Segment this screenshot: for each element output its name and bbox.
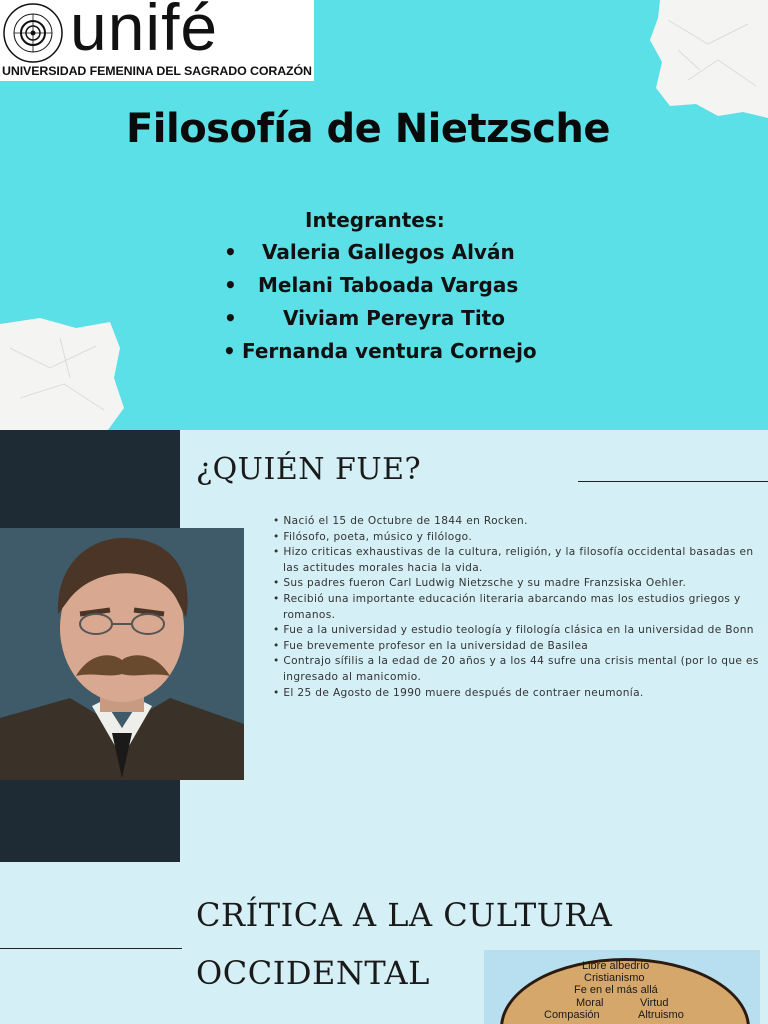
list-item: • Fue a la universidad y estudio teología y filología clásica en la universidad de Bonn [273,623,768,639]
diagram-word: Cristianismo [584,972,645,984]
list-item: • Fernanda ventura Cornejo [223,339,537,363]
critique-section [0,862,768,1024]
crumpled-paper-decoration [0,318,124,430]
members-list [220,240,560,372]
heading-line: OCCIDENTAL [196,954,430,992]
list-item: • Filósofo, poeta, músico y filólogo. [273,530,768,546]
diagram-word: Moral [576,997,604,1009]
diagram-word: Virtud [640,997,669,1009]
logo-wordmark: unifé [70,0,219,64]
list-item: • El 25 de Agosto de 1990 muere después de contraer neumonía. [273,686,768,702]
list-item: • Nació el 15 de Octubre de 1844 en Rocken. [273,514,768,530]
divider [0,948,182,949]
list-item: • Hizo criticas exhaustivas de la cultura, religión, y la filosofía occidental basadas en las actitudes morales hacia la vida. [273,545,768,576]
members-label: Integrantes: [305,208,445,232]
list-item: • Sus padres fueron Carl Ludwig Nietzsche y su madre Franzsiska Oehler. [273,576,768,592]
nietzsche-portrait [0,528,244,780]
section-heading: ¿QUIÉN FUE? [196,452,422,487]
biography-section [0,430,768,862]
heading-line: CRÍTICA A LA CULTURA [196,896,613,934]
list-item: • Fue brevemente profesor en la universidad de Basilea [273,639,768,655]
diagram-word: Compasión [544,1009,600,1021]
list-item: • Melani Taboada Vargas [224,273,519,297]
diagram-word: Altruismo [638,1009,684,1021]
list-item: • Viviam Pereyra Tito [224,306,505,330]
head-diagram [484,950,760,1024]
facts-list [273,514,768,701]
university-name: UNIVERSIDAD FEMENINA DEL SAGRADO CORAZÓN [2,64,312,78]
list-item: • Contrajo sífilis a la edad de 20 años y a los 44 sufre una crisis mental (por lo que es ingresado al manicomio. [273,654,768,685]
list-item: • Recibió una importante educación literaria abarcando mas los estudios griegos y romanos. [273,592,768,623]
cover-section [0,0,768,430]
crumpled-paper-decoration [648,0,768,118]
university-seal-icon [2,2,64,64]
diagram-word: Libre albedrío [582,960,650,972]
divider [578,481,768,482]
diagram-word: Fe en el más allá [574,984,658,996]
list-item: • Valeria Gallegos Alván [224,240,515,264]
page-title: Filosofía de Nietzsche [125,106,611,152]
university-logo [0,0,314,81]
